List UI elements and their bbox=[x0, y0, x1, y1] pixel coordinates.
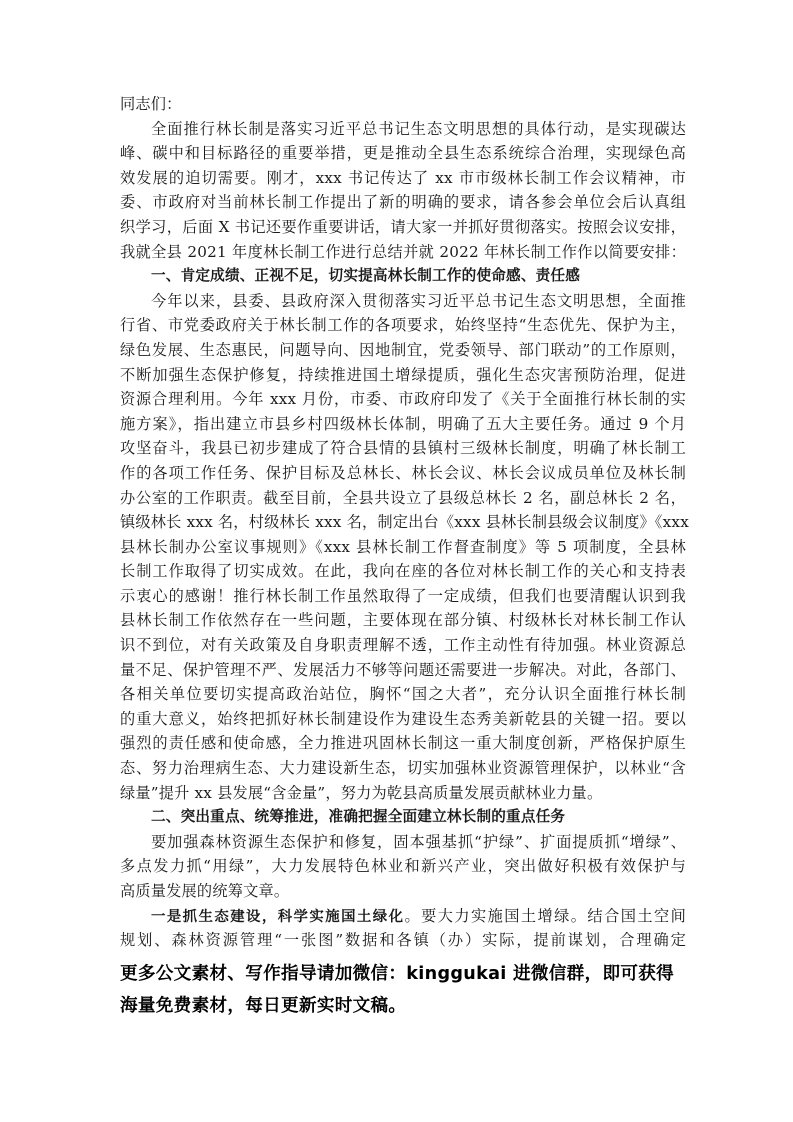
section-2-paragraph bbox=[120, 830, 686, 904]
text-line: 委、市政府对当前林长制工作提出了新的明确的要求，请各参会单位会后认真组 bbox=[120, 193, 686, 212]
text-line bbox=[120, 904, 686, 929]
text-line: 识不到位，对有关政策及自身职责理解不透，工作主动性有待加强。林业资源总 bbox=[120, 636, 686, 655]
text-line: 峰、碳中和目标路径的重要举措，更是推动全县生态系统综合治理，实现绿色高 bbox=[120, 144, 686, 163]
section-heading-2: 二、突出重点、统筹推进，准确把握全面建立林长制的重点任务 bbox=[151, 808, 566, 826]
point-1-lead: 一是抓生态建设，科学实施国土绿化 bbox=[151, 908, 405, 925]
text-line: 示衷心的感谢！推行林长制工作虽然取得了一定成绩，但我们也要清醒认识到我 bbox=[120, 586, 686, 605]
promo-banner bbox=[120, 958, 700, 1022]
text-line: 资源合理利用。今年 xxx 月份，市委、市政府印发了《关于全面推行林长制的实 bbox=[120, 390, 686, 409]
text-line: 效发展的迫切需要。刚才，xxx 书记传达了 xx 市市级林长制工作会议精神，市 bbox=[120, 168, 686, 187]
text-line: 办公室的工作职责。截至目前，全县共设立了县级总林长 2 名，副总林长 2 名， bbox=[120, 488, 686, 507]
text-line: 我就全县 2021 年度林长制工作进行总结并就 2022 年林长制工作作以简要安排： bbox=[120, 242, 686, 261]
text-line: 不断加强生态保护修复，持续推进国土增绿提质，强化生态灾害预防治理，促进 bbox=[120, 365, 686, 384]
text-line: 攻坚奋斗，我县已初步建成了符合县情的县镇村三级林长制度，明确了林长制工 bbox=[120, 439, 686, 458]
text-line: 县林长制工作依然存在一些问题，主要体现在部分镇、村级林长对林长制工作认 bbox=[120, 611, 686, 630]
promo-line: 更多公文素材、写作指导请加微信：kinggukai 进微信群，即可获得 bbox=[120, 964, 675, 984]
text-line: 作的各项工作任务、保护目标及总林长、林长会议、林长会议成员单位及林长制 bbox=[120, 463, 686, 482]
text-line: 施方案》，指出建立市县乡村四级林长体制，明确了五大主要任务。通过 9 个月 bbox=[120, 414, 686, 433]
section-heading-1: 一、肯定成绩、正视不足，切实提高林长制工作的使命感、责任感 bbox=[151, 267, 581, 285]
text-line: 织学习，后面 X 书记还要作重要讲话，请大家一并抓好贯彻落实。按照会议安排， bbox=[120, 217, 686, 236]
text-line: 镇级林长 xxx 名，村级林长 xxx 名，制定出台《xxx 县林长制县级会议制度》《xxx bbox=[120, 513, 689, 532]
text-line: 今年以来，县委、县政府深入贯彻落实习近平总书记生态文明思想，全面推 bbox=[151, 291, 686, 310]
section-1-paragraph bbox=[120, 289, 689, 805]
text-line: 强烈的责任感和使命感，全力推进巩固林长制这一重大制度创新，严格保护原生 bbox=[120, 734, 686, 753]
text-line: 行省、市党委政府关于林长制工作的各项要求，始终坚持“生态优先、保护为主， bbox=[120, 316, 686, 335]
text-line: 绿量”提升 xx 县发展“含金量”，努力为乾县高质量发展贡献林业力量。 bbox=[120, 783, 603, 802]
text-line: 量不足、保护管理不严、发展活力不够等问题还需要进一步解决。对此，各部门、 bbox=[120, 660, 686, 679]
text-line: 的重大意义，始终把抓好林长制建设作为建设生态秀美新乾县的关键一招。要以 bbox=[120, 709, 686, 728]
text-line: 全面推行林长制是落实习近平总书记生态文明思想的具体行动，是实现碳达 bbox=[151, 119, 686, 138]
text-line: 要加强森林资源生态保护和修复，固本强基抓“护绿”、扩面提质抓“增绿”、 bbox=[151, 832, 686, 851]
document-body bbox=[120, 92, 689, 953]
text-line: 规划、森林资源管理“一张图”数据和各镇（办）实际，提前谋划，合理确定 bbox=[120, 931, 686, 950]
promo-line: 海量免费素材，每日更新实时文稿。 bbox=[120, 996, 407, 1016]
intro-paragraph bbox=[120, 117, 686, 265]
text-line: 绿色发展、生态惠民，问题导向、因地制宜，党委领导、部门联动”的工作原则， bbox=[120, 340, 686, 359]
text-line: 态、努力治理病生态、大力建设新生态，切实加强林业资源管理保护，以林业“含 bbox=[120, 759, 686, 778]
text-line: 各相关单位要切实提高政治站位，胸怀“国之大者”，充分认识全面推行林长制 bbox=[120, 685, 686, 704]
point-1-paragraph bbox=[120, 904, 686, 953]
text-line: 长制工作取得了切实成效。在此，我向在座的各位对林长制工作的关心和支持表 bbox=[120, 562, 686, 581]
point-1-text: 。要大力实施国土增绿。结合国土空间 bbox=[404, 906, 687, 925]
salutation: 同志们： bbox=[120, 95, 182, 113]
text-line: 多点发力抓“用绿”，大力发展特色林业和新兴产业，突出做好积极有效保护与 bbox=[120, 857, 686, 876]
text-line: 高质量发展的统筹文章。 bbox=[120, 882, 290, 900]
text-line: 县林长制办公室议事规则》《xxx 县林长制工作督查制度》等 5 项制度，全县林 bbox=[120, 537, 686, 556]
